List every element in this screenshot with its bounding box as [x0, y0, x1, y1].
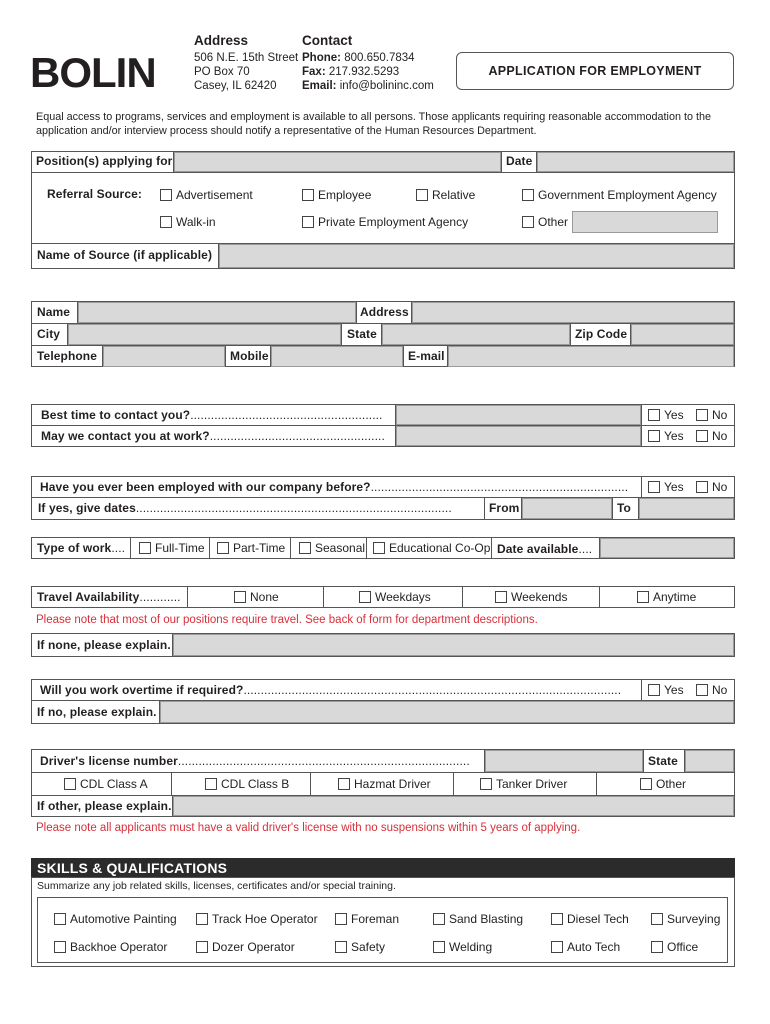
work-contact-yes[interactable] [648, 429, 684, 443]
option-label: Diesel Tech [567, 912, 629, 926]
option-label: Welding [449, 940, 493, 954]
travel-anytime[interactable] [637, 590, 696, 604]
checkbox-icon[interactable] [196, 941, 208, 953]
prior-employment-question [40, 480, 628, 494]
dot-leader: .............................................................................................................. [243, 683, 622, 697]
travel-weekdays[interactable] [359, 590, 431, 604]
checkbox-icon[interactable] [338, 778, 350, 790]
checkbox-icon[interactable] [217, 542, 229, 554]
option-label: CDL Class B [221, 777, 290, 791]
checkbox-icon[interactable] [696, 430, 708, 442]
license-cdl-a[interactable] [64, 777, 148, 791]
option-label: Office [667, 940, 699, 954]
option-label: Dozer Operator [212, 940, 295, 954]
best-time-no[interactable] [696, 408, 727, 422]
work-contact-text: May we contact you at work? [41, 429, 210, 443]
dot-leader: ........................................................................... [370, 480, 629, 494]
checkbox-icon[interactable] [648, 430, 660, 442]
address-block [194, 33, 298, 93]
license-explain-label: If other, please explain. [37, 799, 172, 813]
travel-explain-input[interactable] [173, 634, 734, 656]
dot-leader: ............ [139, 590, 181, 604]
position-input[interactable] [174, 152, 501, 172]
prior-dates-text: If yes, give dates [38, 501, 136, 515]
state-input[interactable] [382, 324, 570, 345]
option-label: Advertisement [176, 188, 253, 202]
option-label: Automotive Painting [70, 912, 177, 926]
skill-foreman[interactable] [335, 912, 399, 926]
option-label: Seasonal [315, 541, 366, 555]
phone-line [302, 51, 434, 65]
dot-leader: ........................................................ [190, 408, 383, 422]
travel-text: Travel Availability [37, 590, 140, 604]
work-type-seasonal[interactable] [299, 541, 365, 555]
name-input[interactable] [78, 302, 356, 323]
address-input[interactable] [412, 302, 734, 323]
option-label: Other [656, 777, 687, 791]
to-label: To [617, 501, 631, 515]
option-label: Walk-in [176, 215, 216, 229]
checkbox-icon[interactable] [648, 481, 660, 493]
telephone-input[interactable] [103, 346, 225, 367]
checkbox-icon[interactable] [160, 216, 172, 228]
travel-weekends[interactable] [495, 590, 567, 604]
address-title: Address [194, 33, 249, 48]
email-label: Email: [302, 80, 337, 92]
checkbox-icon[interactable] [302, 189, 314, 201]
checkbox-icon[interactable] [480, 778, 492, 790]
name-label: Name [37, 305, 71, 319]
dot-leader: ..................................................................................... [177, 754, 470, 768]
checkbox-icon[interactable] [299, 542, 311, 554]
city-input[interactable] [68, 324, 341, 345]
skill-automotive-painting[interactable] [54, 912, 177, 926]
overtime-explain-input[interactable] [160, 701, 734, 723]
referral-source-label: Referral Source: [47, 187, 142, 201]
city-label: City [37, 327, 61, 341]
option-label: Sand Blasting [449, 912, 524, 926]
license-other[interactable] [640, 777, 686, 791]
fax-line [302, 65, 434, 79]
skill-dozer-operator[interactable] [196, 940, 295, 954]
travel-none[interactable] [234, 590, 279, 604]
date-available-label [497, 542, 592, 556]
option-label: Yes [664, 408, 684, 422]
option-label: Tanker Driver [496, 777, 568, 791]
email-label: E-mail [408, 349, 445, 363]
from-date-input[interactable] [522, 498, 612, 519]
from-label: From [489, 501, 520, 515]
checkbox-icon[interactable] [359, 591, 371, 603]
skill-track-hoe-operator[interactable] [196, 912, 318, 926]
referral-private-agency[interactable] [302, 215, 468, 229]
work-type-co-op[interactable] [373, 541, 490, 555]
to-date-input[interactable] [639, 498, 734, 519]
source-name-input[interactable] [219, 244, 734, 268]
best-time-label [41, 408, 383, 422]
checkbox-icon[interactable] [696, 409, 708, 421]
company-logo [30, 52, 170, 92]
travel-explain-label: If none, please explain. [37, 638, 171, 652]
email-input[interactable] [448, 346, 734, 367]
option-label: Backhoe Operator [70, 940, 168, 954]
dot-leader: .... [578, 542, 593, 556]
referral-government-agency[interactable] [522, 188, 717, 202]
skills-subtitle: Summarize any job related skills, licenses, certificates and/or special training. [37, 880, 396, 892]
dot-leader: ................................................... [209, 429, 385, 443]
checkbox-icon[interactable] [416, 189, 428, 201]
phone-label: Phone: [302, 52, 341, 64]
checkbox-icon[interactable] [234, 591, 246, 603]
option-label: CDL Class A [80, 777, 148, 791]
option-label: Other [538, 215, 569, 229]
license-hazmat[interactable] [338, 777, 431, 791]
option-label: Government Employment Agency [538, 188, 717, 202]
checkbox-icon[interactable] [302, 216, 314, 228]
option-label: Yes [664, 683, 684, 697]
work-type-label [37, 541, 125, 555]
option-label: Yes [664, 480, 684, 494]
option-label: Hazmat Driver [354, 777, 431, 791]
option-label: Full-Time [155, 541, 205, 555]
checkbox-icon[interactable] [139, 542, 151, 554]
fax-value: 217.932.5293 [328, 66, 400, 78]
license-note: Please note all applicants must have a valid driver's license with no suspensions within 5 years of applying. [36, 822, 581, 834]
option-label: Surveying [667, 912, 721, 926]
referral-relative[interactable] [416, 188, 475, 202]
checkbox-icon[interactable] [433, 941, 445, 953]
referral-walk-in[interactable] [160, 215, 216, 229]
state-label: State [347, 327, 377, 341]
option-label: No [712, 683, 728, 697]
option-label: Private Employment Agency [318, 215, 469, 229]
fax-label: Fax: [302, 66, 326, 78]
address-line-1: 506 N.E. 15th Street [194, 52, 299, 64]
checkbox-icon[interactable] [648, 409, 660, 421]
license-explain-input[interactable] [173, 796, 734, 816]
license-cdl-b[interactable] [205, 777, 289, 791]
date-label: Date [506, 154, 533, 168]
option-label: Track Hoe Operator [212, 912, 318, 926]
telephone-label: Telephone [37, 349, 98, 363]
checkbox-icon[interactable] [373, 542, 385, 554]
option-label: None [250, 590, 279, 604]
contact-title: Contact [302, 33, 353, 48]
checkbox-icon[interactable] [64, 778, 76, 790]
dot-leader: ............................................................................................ [135, 501, 452, 515]
license-number-input[interactable] [485, 750, 643, 772]
overtime-no[interactable] [696, 683, 727, 697]
work-type-text: Type of work [37, 541, 112, 555]
checkbox-icon[interactable] [696, 481, 708, 493]
checkbox-icon[interactable] [651, 941, 663, 953]
skill-welding[interactable] [433, 940, 492, 954]
option-label: Auto Tech [567, 940, 621, 954]
zip-label: Zip Code [575, 327, 628, 341]
referral-employee[interactable] [302, 188, 371, 202]
prior-dates-label [38, 501, 452, 515]
form-title-box [456, 52, 734, 90]
mobile-label: Mobile [230, 349, 269, 363]
address-line-3: Casey, IL 62420 [194, 80, 277, 92]
checkbox-icon[interactable] [335, 941, 347, 953]
option-label: Safety [351, 940, 386, 954]
skill-backhoe-operator[interactable] [54, 940, 167, 954]
license-number-text: Driver's license number [40, 754, 178, 768]
logo-graphic [30, 52, 170, 92]
work-contact-label [41, 429, 385, 443]
date-input[interactable] [537, 152, 734, 172]
best-time-text: Best time to contact you? [41, 408, 191, 422]
skill-sand-blasting[interactable] [433, 912, 523, 926]
overtime-yes[interactable] [648, 683, 684, 697]
checkbox-icon[interactable] [648, 684, 660, 696]
prior-employment-no[interactable] [696, 480, 727, 494]
skills-title: SKILLS & QUALIFICATIONS [37, 860, 228, 876]
option-label: Anytime [653, 590, 697, 604]
date-available-input[interactable] [600, 538, 734, 558]
option-label: Educational Co-Op [389, 541, 491, 555]
checkbox-icon[interactable] [433, 913, 445, 925]
travel-note: Please note that most of our positions require travel. See back of form for department descriptions. [36, 614, 538, 626]
logo-text: BOLIN [30, 52, 156, 92]
prior-employment-yes[interactable] [648, 480, 684, 494]
best-time-yes[interactable] [648, 408, 684, 422]
work-contact-no[interactable] [696, 429, 727, 443]
skill-surveying[interactable] [651, 912, 720, 926]
address-line-2: PO Box 70 [194, 66, 250, 78]
travel-label [37, 590, 181, 604]
checkbox-icon[interactable] [335, 913, 347, 925]
license-state-label: State [648, 754, 678, 768]
source-name-label: Name of Source (if applicable) [37, 248, 213, 262]
phone-value: 800.650.7834 [344, 52, 415, 64]
work-type-full-time[interactable] [139, 541, 205, 555]
skill-auto-tech[interactable] [551, 940, 620, 954]
option-label: Weekdays [375, 590, 431, 604]
referral-advertisement[interactable] [160, 188, 253, 202]
position-label: Position(s) applying for [36, 154, 173, 168]
mobile-input[interactable] [271, 346, 403, 367]
license-tanker[interactable] [480, 777, 567, 791]
referral-other-input[interactable] [572, 211, 718, 233]
option-label: Weekends [511, 590, 568, 604]
checkbox-icon[interactable] [640, 778, 652, 790]
license-number-label [40, 754, 470, 768]
referral-other[interactable] [522, 215, 568, 229]
option-label: No [712, 480, 728, 494]
checkbox-icon[interactable] [696, 684, 708, 696]
best-time-input[interactable] [396, 405, 641, 425]
work-type-part-time[interactable] [217, 541, 285, 555]
overtime-question [40, 683, 621, 697]
checkbox-icon[interactable] [54, 941, 66, 953]
option-label: Employee [318, 188, 372, 202]
zip-input[interactable] [631, 324, 734, 345]
skill-diesel-tech[interactable] [551, 912, 629, 926]
checkbox-icon[interactable] [205, 778, 217, 790]
equal-access-notice: Equal access to programs, services and employment is available to all persons. Those applicants requiring reasonable accommodation to the application and/or interview process should notify a representative of the Human Resources Department. [36, 111, 711, 137]
checkbox-icon[interactable] [495, 591, 507, 603]
overtime-explain-label: If no, please explain. [37, 705, 157, 719]
checkbox-icon[interactable] [522, 189, 534, 201]
option-label: Relative [432, 188, 476, 202]
skills-header [31, 858, 735, 877]
checkbox-icon[interactable] [551, 941, 563, 953]
option-label: Yes [664, 429, 684, 443]
checkbox-icon[interactable] [551, 913, 563, 925]
checkbox-icon[interactable] [522, 216, 534, 228]
skill-office[interactable] [651, 940, 698, 954]
checkbox-icon[interactable] [54, 913, 66, 925]
overtime-question-text: Will you work overtime if required? [40, 683, 244, 697]
option-label: No [712, 408, 728, 422]
skill-safety[interactable] [335, 940, 385, 954]
prior-question-text: Have you ever been employed with our company before? [40, 480, 371, 494]
checkbox-icon[interactable] [637, 591, 649, 603]
contact-block [302, 33, 434, 93]
license-state-input[interactable] [685, 750, 734, 772]
option-label: Foreman [351, 912, 400, 926]
date-available-text: Date available [497, 542, 579, 556]
checkbox-icon[interactable] [196, 913, 208, 925]
form-title: APPLICATION FOR EMPLOYMENT [488, 64, 702, 78]
email-value: info@bolininc.com [339, 80, 434, 92]
checkbox-icon[interactable] [160, 189, 172, 201]
option-label: No [712, 429, 728, 443]
email-line [302, 79, 434, 93]
option-label: Part-Time [233, 541, 286, 555]
work-contact-input[interactable] [396, 426, 641, 446]
dot-leader: .... [111, 541, 126, 555]
address-label: Address [360, 305, 409, 319]
checkbox-icon[interactable] [651, 913, 663, 925]
